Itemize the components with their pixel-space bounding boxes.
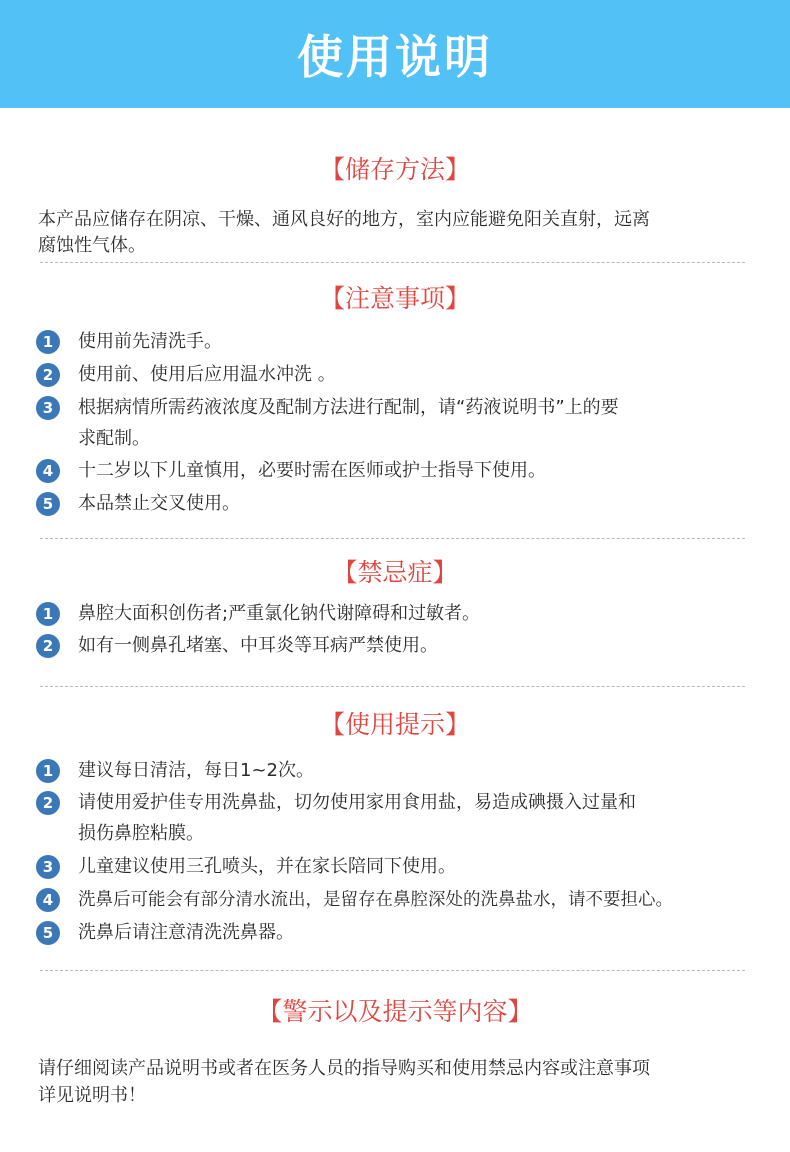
list-item-continuation: 损伤鼻腔粘膜。 xyxy=(78,823,204,844)
list-item-text: 使用前、使用后应用温水冲洗 。 xyxy=(78,364,336,385)
number-badge: 4 xyxy=(36,888,60,912)
contraindications-section-title: 【禁忌症】 xyxy=(332,558,458,587)
list-item xyxy=(36,758,776,784)
list-item xyxy=(36,601,776,627)
list-item-text: 使用前先清洗手。 xyxy=(78,331,222,352)
list-item-text: 请使用爱护佳专用洗鼻盐，切勿使用家用食用盐，易造成碘摄入过量和 xyxy=(78,792,636,813)
list-item-text: 洗鼻后请注意清洗洗鼻器。 xyxy=(78,922,294,943)
number-badge: 2 xyxy=(36,634,60,658)
warnings-section-title: 【警示以及提示等内容】 xyxy=(257,997,533,1026)
number-badge: 3 xyxy=(36,855,60,879)
list-item xyxy=(36,329,776,355)
list-item-text: 根据病情所需药液浓度及配制方法进行配制，请“药液说明书”上的要 xyxy=(78,397,619,418)
list-item xyxy=(36,395,776,421)
number-badge: 3 xyxy=(36,396,60,420)
storage-text-line2: 腐蚀性气体。 xyxy=(38,235,146,256)
number-badge: 1 xyxy=(36,602,60,626)
divider xyxy=(40,538,745,539)
list-item-text: 洗鼻后可能会有部分清水流出，是留存在鼻腔深处的洗鼻盐水，请不要担心。 xyxy=(78,890,673,910)
list-item xyxy=(36,633,776,659)
list-item xyxy=(36,491,776,517)
header-banner xyxy=(0,0,790,108)
list-item-continuation: 求配制。 xyxy=(78,428,150,449)
number-badge: 5 xyxy=(36,921,60,945)
page-title: 使用说明 xyxy=(297,30,493,84)
number-badge: 2 xyxy=(36,363,60,387)
divider xyxy=(40,686,745,687)
list-item-text: 建议每日清洁，每日1~2次。 xyxy=(78,760,314,781)
list-item xyxy=(36,362,776,388)
list-item xyxy=(36,920,776,946)
divider xyxy=(40,970,745,971)
list-item xyxy=(36,854,776,880)
number-badge: 1 xyxy=(36,330,60,354)
storage-text-line1: 本产品应储存在阴凉、干燥、通风良好的地方，室内应能避免阳关直射，远离 xyxy=(38,209,650,230)
list-item xyxy=(36,458,776,484)
number-badge: 4 xyxy=(36,459,60,483)
list-item-text: 鼻腔大面积创伤者;严重氯化钠代谢障碍和过敏者。 xyxy=(78,603,481,624)
number-badge: 1 xyxy=(36,759,60,783)
list-item-text: 儿童建议使用三孔喷头，并在家长陪同下使用。 xyxy=(78,856,456,877)
list-item xyxy=(36,790,776,816)
precautions-section-title: 【注意事项】 xyxy=(319,284,470,313)
number-badge: 2 xyxy=(36,791,60,815)
list-item-text: 如有一侧鼻孔堵塞、中耳炎等耳病严禁使用。 xyxy=(78,635,438,656)
divider xyxy=(40,262,745,263)
warnings-text-line2: 详见说明书！ xyxy=(38,1085,146,1106)
warnings-text-line1: 请仔细阅读产品说明书或者在医务人员的指导购买和使用禁忌内容或注意事项 xyxy=(38,1058,650,1079)
storage-section-title: 【储存方法】 xyxy=(319,155,470,184)
list-item-text: 本品禁止交叉使用。 xyxy=(78,493,240,514)
list-item xyxy=(36,887,776,913)
number-badge: 5 xyxy=(36,492,60,516)
list-item-text: 十二岁以下儿童慎用，必要时需在医师或护士指导下使用。 xyxy=(78,460,546,481)
tips-section-title: 【使用提示】 xyxy=(319,710,470,739)
